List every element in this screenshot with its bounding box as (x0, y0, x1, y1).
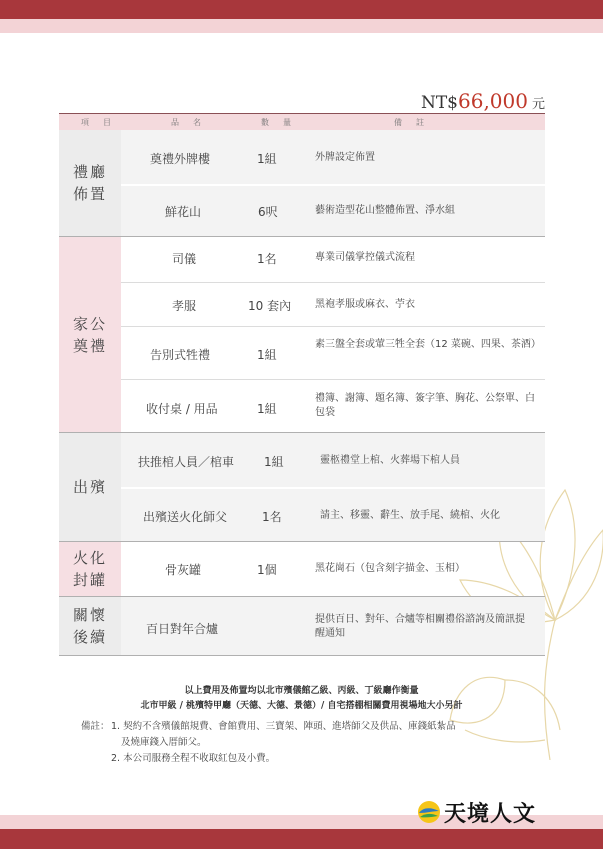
footer-note-secondary: 北市甲級 / 桃殯特甲廳（天德、大德、景德）/ 自宅搭棚相關費用視場地大小另計 (140, 701, 463, 711)
memo-label: 備註： (81, 721, 110, 732)
item-name: 收付桌 / 用品 (146, 402, 218, 416)
item-qty: 1組 (264, 455, 284, 469)
item-remark: 靈柩禮堂上棺、火葬場下棺人員 (320, 455, 460, 466)
item-remark: 黑袍孝服或麻衣、苧衣 (315, 299, 415, 310)
item-name: 告別式牲禮 (150, 348, 211, 362)
brand-name: 天境人文 (444, 801, 537, 827)
header-remark: 備註 (394, 118, 438, 127)
section-aftercare (59, 597, 121, 655)
section-label: 火化封罐 (72, 549, 107, 589)
item-remark: 提供百日、對年、合爐等相關禮俗諮詢及簡訊提醒通知 (315, 614, 525, 639)
section-label: 出殯 (72, 478, 107, 496)
footer-note-primary: 以上費用及佈置均以北市殯儀館乙級、丙級、丁級廳作衡量 (184, 686, 419, 696)
top-band-dark (0, 0, 603, 19)
header-item: 項目 (81, 118, 125, 127)
row-divider (121, 487, 545, 489)
memo-item: 1. 契約不含殯儀館規費、會館費用、三寶架、陣頭、進塔師父及供品、庫錢紙紮品 (111, 721, 456, 732)
price-amount: 66,000 (458, 89, 528, 113)
header-name: 品名 (171, 118, 215, 127)
table-bottom-border (59, 655, 545, 656)
section-divider (59, 236, 545, 237)
table-header (59, 113, 545, 131)
section-divider (59, 432, 545, 433)
row-divider (121, 326, 545, 327)
section-divider (59, 541, 545, 542)
section-cremation (59, 542, 121, 596)
item-name: 骨灰罐 (165, 563, 202, 577)
item-qty: 1組 (257, 348, 277, 362)
item-qty: 1名 (257, 252, 277, 266)
brand-logo (417, 797, 552, 831)
item-qty: 1名 (262, 510, 282, 524)
bottom-band-dark (0, 829, 603, 849)
row-divider (121, 282, 545, 283)
memo-item: 2. 本公司服務全程不收取紅包及小費。 (111, 753, 276, 764)
price-unit: 元 (531, 97, 545, 112)
item-name: 出殯送火化師父 (143, 510, 228, 524)
item-qty: 1個 (257, 563, 277, 577)
section-label: 家公奠禮 (72, 314, 107, 355)
item-name: 百日對年合爐 (146, 622, 219, 636)
section-ceremony (59, 237, 121, 432)
item-remark: 禮簿、謝簿、題名簿、簽字筆、胸花、公祭單、白包袋 (315, 393, 535, 418)
item-remark: 外牌設定佈置 (315, 152, 375, 163)
item-remark: 專業司儀掌控儀式流程 (315, 252, 415, 263)
top-band-light (0, 19, 603, 33)
section-label: 關懷後續 (72, 606, 107, 646)
item-name: 鮮花山 (165, 205, 202, 219)
section-label: 禮廳佈置 (72, 163, 107, 203)
item-remark: 藝術造型花山整體佈置、淨水組 (315, 205, 455, 216)
memo-item: 及燒庫錢入厝師父。 (121, 737, 207, 748)
item-qty: 1組 (257, 152, 277, 166)
item-name: 司儀 (172, 252, 197, 266)
brand-mark-icon (417, 799, 441, 825)
price-currency: NT$ (420, 93, 458, 113)
item-name: 孝服 (172, 299, 197, 313)
row-divider (121, 379, 545, 380)
section-divider (59, 596, 545, 597)
package-price (421, 89, 545, 113)
item-qty: 6呎 (258, 205, 278, 219)
item-qty: 1組 (257, 402, 277, 416)
section-hall-setup (59, 130, 121, 236)
item-qty: 10 套內 (248, 299, 292, 313)
item-name: 扶推棺人員／棺車 (138, 455, 235, 469)
header-qty: 數量 (261, 118, 305, 127)
item-remark: 請主、移靈、辭生、放手尾、繞棺、火化 (320, 510, 500, 521)
item-remark: 素三盤全套或葷三牲全套（12 菜碗、四果、茶酒） (315, 339, 541, 350)
row-divider (121, 184, 545, 186)
item-name: 奠禮外牌樓 (150, 152, 211, 166)
section-funeral-procession (59, 433, 121, 541)
item-remark: 黑花崗石（包含刻字描金、玉相） (315, 563, 465, 574)
